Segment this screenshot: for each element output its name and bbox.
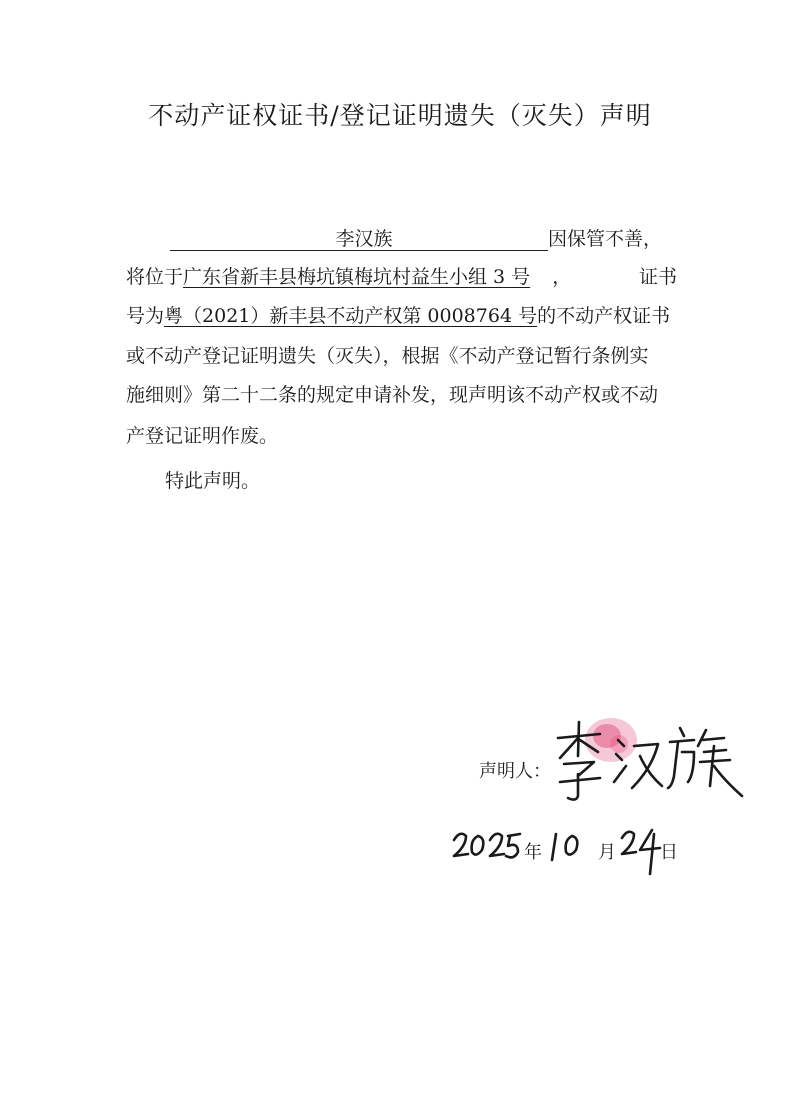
signature-text: 李汉族 <box>548 716 551 717</box>
line2-prefix: 将位于 <box>126 266 184 288</box>
statement-line-3 <box>126 303 670 329</box>
line3-prefix: 号为 <box>126 305 165 327</box>
document-title: 不动产证权证书/登记证明遗失（灭失）声明 <box>148 101 652 130</box>
cert-number-field: 粤（2021）新丰县不动产权第 0008764 号 <box>164 305 538 327</box>
handwritten-year <box>450 826 522 866</box>
declarant-label: 声明人： <box>479 761 551 782</box>
handwritten-month <box>546 826 590 866</box>
statement-line-5: 施细则》第二十二条的规定申请补发，现声明该不动产权或不动 <box>126 384 659 406</box>
statement-line-1 <box>170 226 662 252</box>
month-char: 月 <box>598 842 616 863</box>
statement-line-6: 产登记证明作废。 <box>126 425 279 447</box>
handwritten-signature <box>548 716 748 808</box>
day-char: 日 <box>660 842 678 863</box>
statement-line-4: 或不动产登记证明遗失（灭失），根据《不动产登记暂行条例实 <box>126 345 649 367</box>
line2-comma: ， <box>552 266 572 288</box>
closing-statement: 特此声明。 <box>165 470 261 492</box>
year-char: 年 <box>524 842 542 863</box>
owner-name: 李汉族 <box>335 228 393 250</box>
line1-tail: 因保管不善， <box>548 228 663 250</box>
line3-tail: 的不动产权证书 <box>537 305 671 327</box>
owner-name-field <box>170 228 548 251</box>
handwritten-day <box>618 826 664 878</box>
line2-tail: 证书 <box>639 266 678 288</box>
statement-line-2 <box>126 264 571 290</box>
address-field: 广东省新丰县梅坑镇梅坑村益生小组 3 号 <box>183 266 531 288</box>
